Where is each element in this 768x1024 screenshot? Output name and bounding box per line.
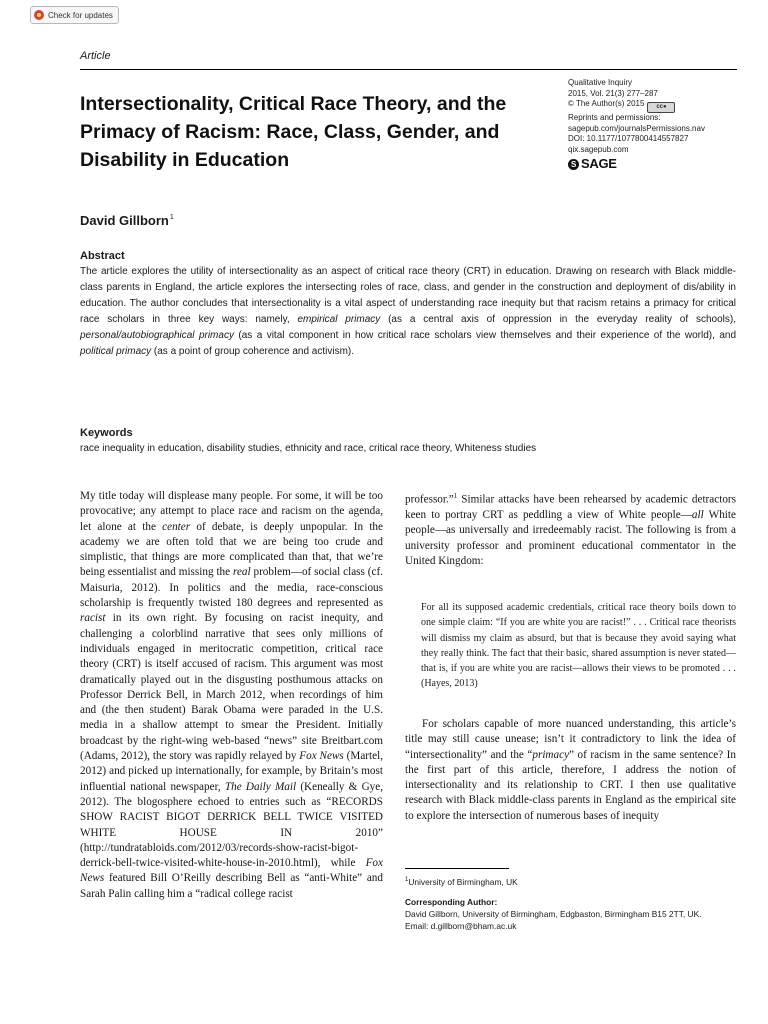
body-text: problem—of social class (cf. Maisuria, 2012). In politics and the media, race-conscious scholarship is frequently twisted 180 degrees and represented as [80,566,383,610]
affiliation-text: University of Birmingham, UK [408,877,518,887]
keywords-list: race inequality in education, disability studies, ethnicity and race, critical race theory, Whiteness studies [80,443,537,454]
journal-reprints: Reprints and permissions: [568,113,661,123]
corresponding-address: David Gillborn, University of Birmingham, Edgbaston, Birmingham B15 2TT, UK. [405,909,702,919]
keywords-heading: Keywords [80,427,133,439]
sage-logo [568,155,743,171]
body-right-column-top [405,489,736,569]
body-emphasis: real [233,566,251,579]
check-for-updates-button[interactable] [30,6,119,24]
footnote-reference[interactable]: 1 [453,492,458,500]
body-text: (Martel, 2012) and picked up internationally, for example, by Britain’s most influential national newspaper, [80,750,384,793]
article-type-label: Article [80,50,111,62]
abstract-heading: Abstract [80,250,125,262]
header-divider [80,69,737,70]
body-text: White people—as universally and irredeemably racist. The following is from a university professor and prominent educational commentator in the United Kingdom: [405,509,736,567]
footnote-divider [405,868,509,869]
body-text: (Keneally & Gye, 2012). The blogosphere echoed to entries such as “RECORDS SHOW RACIST BIGOT DERRICK BELL TWICE VISITED WHITE HOUSE IN 2010” (http://tundratabloids.com/2012/03/records-show-racist-bigot-derrick-bell-twice-visited-white-house-in-2010.html), while [80,780,383,870]
check-updates-icon [34,10,44,20]
affiliation-footnote [405,874,736,888]
journal-citation: 2015, Vol. 21(3) 277–287 [568,88,658,98]
cc-by-icon: cc● [647,102,675,113]
block-quote: For all its supposed academic credentials, critical race theory boils down to one simple claim: “If you are white you are racist!” . . . Critical race theorists will dismiss my claim as absurd, but that is because they avoid saying what they really think. The fact that their basic, shared assumption is never stated—that is, if you are white you are racist—allows their views to be promoted . . . (Hayes, 2013) [421,602,736,690]
corresponding-author-heading [405,896,736,908]
abstract-emphasis: political primacy [80,346,152,357]
body-text: Similar attacks have been rehearsed by academic detractors keen to portray CRT as peddling a view of White people— [405,493,736,522]
body-right-column-bottom [405,717,736,824]
body-emphasis: The Daily Mail [224,780,297,793]
corresponding-email[interactable]: Email: d.gillborn@bham.ac.uk [405,921,517,931]
author-name [80,213,174,228]
body-text: featured Bill O’Reilly describing Bell as “anti-White” and Sarah Palin calling him a “radical college racist [80,872,383,900]
body-emphasis: center [162,520,191,533]
body-text: of debate, is deeply unpopular. In the academy we are often told that we are being too crude and simplistic, that things are more complicated than that, that we’re being essentialist and missing the [80,520,383,579]
page-title: Intersectionality, Critical Race Theory, and the Primacy of Racism: Race, Class, Gender, and Disability in Education [80,93,507,171]
footnotes [405,874,736,932]
journal-copyright-line [568,99,743,113]
affiliation-mark: 1 [405,877,409,883]
body-text: in its own right. By focusing on racist inequity, and challenging a colorblind narrative that sees only millions of individuals engaged in meritocratic competition, critical race theory (CRT) is itself accused of racism. This argument was most dramatically played out in the disgusting posthumous attacks on Professor Derrick Bell, in March 2012, when recordings of him and (the then student) Barak Obama were paraded in the U.S. media in a shallow attempt to smear the President. Initially broadcast by the right-wing web-based “news” site Breitbart.com (Adams, 2012), the story was rapidly relayed by [80,612,383,763]
abstract-text-part: (as a point of group coherence and activism). [151,346,355,357]
abstract-text-part: (as a vital component in how critical race scholars view themselves and their experience of the world), and [233,330,737,341]
abstract-text-part: (as a central axis of oppression in the everyday reality of schools), [380,314,736,325]
check-updates-label: Check for updates [48,10,113,20]
footnote-spacer [405,888,736,896]
corresponding-heading-text: Corresponding Author: [405,897,498,907]
body-text: professor.” [405,493,454,506]
abstract-emphasis: empirical primacy [297,314,381,325]
body-text: For scholars capable of more nuanced understanding, this article’s title may still cause unease; isn’t it contradictory to link the idea of “intersectionality” and the “ [405,718,736,761]
journal-name: Qualitative Inquiry [568,78,633,87]
journal-site-link[interactable]: qix.sagepub.com [568,144,629,154]
body-text: ” of racism in the same sentence? In the first part of this article, therefore, I address the notion of intersectionality and its relationship to CRT. I then use qualitative research with Black middle-class parents in England as the empirical site to explore the intersection of numerous bases of inequity [405,748,736,822]
body-emphasis: Fox News [80,857,383,885]
abstract-text-part: The article explores the utility of intersectionality as an aspect of critical race theory (CRT) in education. Drawing on research with Black middle-class parents in England, the article explores the intersecting roles of race, class, and gender in the construction and deployment of dis/ability in education. The author concludes that intersectionality is a vital aspect of understanding race inequity but that racism retains a primacy for critical race scholars in three key ways: namely, [80,266,736,325]
body-left-column [80,489,383,902]
journal-copyright: © The Author(s) 2015 [568,99,645,109]
sage-logo-text: SAGE [581,155,617,171]
body-emphasis: racist [80,612,106,625]
body-emphasis: primacy [532,748,570,761]
body-emphasis: Fox News [299,750,344,763]
body-text: My title today will displease many people. For some, it will be too provocative; any attempt to place race and racism on the agenda, let alone at the [80,490,383,533]
abstract-emphasis: personal/autobiographical primacy [80,330,234,341]
body-emphasis: all [691,509,704,522]
abstract-text [80,264,736,360]
journal-info [568,78,743,170]
sage-logo-icon: S [568,159,579,170]
journal-doi[interactable]: DOI: 10.1177/1077800414557827 [568,134,689,144]
permissions-link[interactable]: sagepub.com/journalsPermissions.nav [568,123,705,133]
author-affiliation-mark: 1 [169,214,174,221]
author-name-text: David Gillborn [80,213,169,228]
